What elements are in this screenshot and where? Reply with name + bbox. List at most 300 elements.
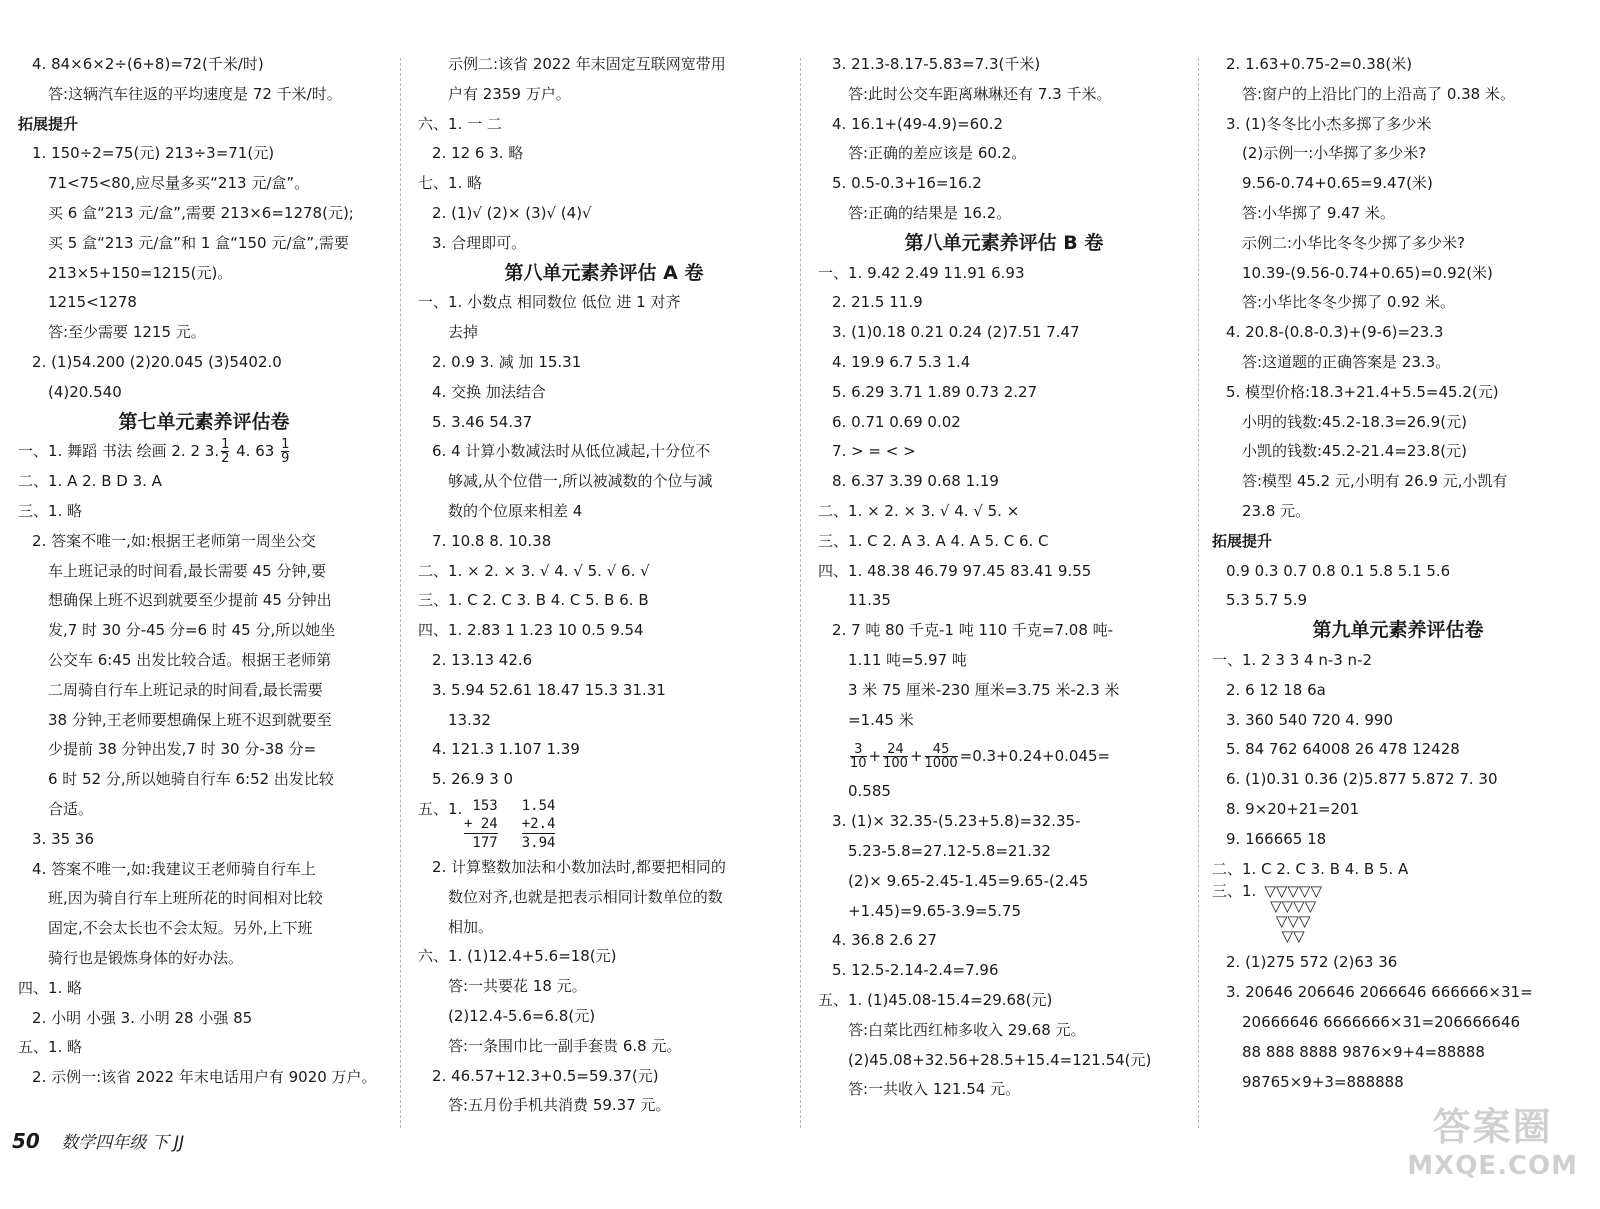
page-footer	[12, 1128, 184, 1153]
line-text: 小凯的钱数:45.2-21.4=23.8(元)	[1242, 442, 1467, 461]
line-text: 五、1. 略	[18, 1038, 83, 1057]
line-text: 3. (1)冬冬比小杰多掷了多少米	[1226, 114, 1432, 133]
answer-line	[1212, 586, 1584, 616]
answer-line	[418, 169, 790, 199]
line-text: 3. 21.3-8.17-5.83=7.3(千米)	[832, 55, 1041, 73]
triangle-row: ▽▽▽▽▽	[1264, 882, 1322, 901]
line-text: 一、1. 9.42 2.49 11.91 6.93	[818, 263, 1025, 282]
line-text: 38 分钟,王老师要想确保上班不迟到就要至	[48, 710, 332, 729]
line-text: 想确保上班不迟到就要至少提前 45 分钟出	[48, 591, 332, 610]
answer-line	[1212, 378, 1584, 408]
answer-line	[1212, 169, 1584, 199]
fraction-numerator: 1	[221, 437, 230, 453]
line-text: 答:小华比冬冬少掷了 0.92 米。	[1242, 293, 1455, 312]
answer-line	[418, 706, 790, 736]
answer-column-2	[418, 50, 790, 1121]
triangle-pattern	[1264, 884, 1322, 944]
answer-line	[418, 80, 790, 110]
line-text: 第八单元素养评估 A 卷	[504, 261, 704, 284]
section-heading	[18, 110, 390, 140]
line-text: 答:这道题的正确答案是 23.3。	[1242, 352, 1451, 371]
answer-line	[1212, 437, 1584, 467]
line-text: 9.56-0.74+0.65=9.47(米)	[1242, 174, 1433, 193]
answer-line	[18, 378, 390, 408]
line-text: 去掉	[448, 323, 479, 342]
answer-line	[818, 80, 1190, 110]
line-text: 2. (1)275 572 (2)63 36	[1226, 953, 1398, 972]
answer-line	[818, 348, 1190, 378]
answer-line	[18, 795, 390, 825]
answer-line	[818, 497, 1190, 527]
fraction-denominator: 10	[850, 756, 867, 772]
line-text: 买 6 盒“213 元/盒”,需要 213×6=1278(元);	[48, 203, 354, 222]
line-text: 0.9 0.3 0.7 0.8 0.1 5.8 5.1 5.6	[1226, 561, 1451, 580]
line-text: 4. 交换 加法结合	[432, 382, 546, 401]
line-text: 2. 小明 小强 3. 小明 28 小强 85	[32, 1008, 253, 1027]
line-text: 合适。	[48, 799, 94, 818]
line-text: 二、1. × 2. × 3. √ 4. √ 5. √ 6. √	[418, 561, 650, 580]
line-text: 三、1. C 2. A 3. A 4. A 5. C 6. C	[818, 531, 1049, 550]
answer-line	[1212, 735, 1584, 765]
line-text: 答:一条围巾比一副手套贵 6.8 元。	[448, 1036, 682, 1055]
answer-line	[18, 884, 390, 914]
watermark-url: MXQE.COM	[1407, 1151, 1578, 1181]
line-text: =1.45 米	[848, 710, 914, 729]
answer-line	[818, 199, 1190, 229]
line-text: 答:模型 45.2 元,小明有 26.9 元,小凯有	[1242, 472, 1508, 491]
line-text: 4. 121.3 1.107 1.39	[432, 740, 580, 759]
line-text: 0.585	[848, 782, 891, 801]
answer-line	[18, 557, 390, 587]
vertical-calculation	[464, 797, 579, 852]
line-text: 少提前 38 分钟出发,7 时 30 分-38 分=	[48, 740, 317, 759]
answer-line	[1212, 229, 1584, 259]
calc-block	[522, 797, 556, 852]
answer-line	[1212, 408, 1584, 438]
line-text: 2. 7 吨 80 千克-1 吨 110 千克=7.08 吨-	[832, 621, 1114, 640]
answer-line	[1212, 855, 1584, 885]
answer-line	[418, 408, 790, 438]
answer-column-4	[1212, 50, 1584, 1097]
line-text: 5.3 5.7 5.9	[1226, 591, 1308, 610]
answer-line	[818, 169, 1190, 199]
line-text: 答:正确的结果是 16.2。	[848, 203, 1012, 222]
answer-line	[818, 1016, 1190, 1046]
line-text: 数的个位原来相差 4	[448, 501, 583, 520]
answer-line	[418, 557, 790, 587]
line-text: 7. > = < >	[832, 442, 916, 461]
line-text: 2. 1.63+0.75-2=0.38(米)	[1226, 55, 1413, 73]
answer-line	[18, 944, 390, 974]
answer-line	[18, 527, 390, 557]
line-text: 20666646 6666666×31=206666646	[1242, 1012, 1521, 1031]
answer-line	[418, 229, 790, 259]
answer-line	[818, 986, 1190, 1016]
line-text: 3 米 75 厘米-230 厘米=3.75 米-2.3 米	[848, 680, 1120, 699]
answer-line	[1212, 676, 1584, 706]
line-text: (2)12.4-5.6=6.8(元)	[448, 1006, 596, 1025]
line-text: 四、1. 48.38 46.79 97.45 83.41 9.55	[818, 561, 1092, 580]
triangle-row: ▽▽▽	[1275, 912, 1311, 931]
line-text: 4. 19.9 6.7 5.3 1.4	[832, 352, 971, 371]
line-text: 3. (1)0.18 0.21 0.24 (2)7.51 7.47	[832, 323, 1080, 342]
line-text: 答:至少需要 1215 元。	[48, 323, 206, 342]
line-text: 71<75<80,应尽量多买“213 元/盒”。	[48, 174, 310, 193]
line-text: 户有 2359 万户。	[448, 84, 571, 103]
answer-line	[818, 646, 1190, 676]
answer-line	[818, 50, 1190, 80]
line-text: 数位对齐,也就是把表示相同计数单位的数	[448, 887, 723, 906]
answer-line	[1212, 1038, 1584, 1068]
line-text: 9. 166665 18	[1226, 829, 1327, 848]
answer-line	[818, 586, 1190, 616]
answer-line	[18, 318, 390, 348]
answer-line	[418, 1091, 790, 1121]
line-text: 一、1. 舞蹈 书法 绘画 2. 2 3.	[18, 442, 220, 461]
line-text: 答:白菜比西红柿多收入 29.68 元。	[848, 1020, 1086, 1039]
line-text: 8. 9×20+21=201	[1226, 799, 1360, 818]
line-text: 2. 46.57+12.3+0.5=59.37(元)	[432, 1066, 659, 1085]
answer-line	[818, 378, 1190, 408]
line-text: 买 5 盒“213 元/盒”和 1 盒“150 元/盒”,需要	[48, 233, 349, 252]
line-text: 答:一共要花 18 元。	[448, 977, 587, 996]
line-text: 5. 12.5-2.14-2.4=7.96	[832, 961, 999, 980]
line-text: 答:正确的差应该是 60.2。	[848, 144, 1027, 163]
answer-line	[818, 777, 1190, 807]
line-text: 4. 63	[231, 442, 280, 461]
line-text: 拓展提升	[18, 114, 79, 133]
line-text: 一、1. 小数点 相同数位 低位 进 1 对齐	[418, 293, 681, 312]
book-title: 数学四年级 下 JJ	[61, 1133, 185, 1153]
answer-line	[18, 229, 390, 259]
line-text: 三、1.	[1212, 882, 1257, 901]
line-text: 4. 36.8 2.6 27	[832, 931, 937, 950]
answer-line	[418, 50, 790, 80]
answer-line	[418, 1032, 790, 1062]
fraction	[883, 743, 908, 770]
line-text: 2. (1)54.200 (2)20.045 (3)5402.0	[32, 352, 282, 371]
answer-line	[18, 288, 390, 318]
line-text: 2. 答案不唯一,如:根据王老师第一周坐公交	[32, 531, 316, 550]
line-text: 第九单元素养评估卷	[1312, 619, 1484, 642]
answer-line	[418, 318, 790, 348]
line-text: (4)20.540	[48, 382, 122, 401]
line-text: 5. 3.46 54.37	[432, 412, 533, 431]
line-text: 5. 0.5-0.3+16=16.2	[832, 174, 982, 193]
answer-line	[818, 837, 1190, 867]
line-text: 5. 84 762 64008 26 478 12428	[1226, 740, 1460, 759]
answer-line	[818, 318, 1190, 348]
line-text: 2. 计算整数加法和小数加法时,都要把相同的	[432, 857, 726, 876]
line-text: 五、1.	[418, 799, 463, 818]
line-text: 第八单元素养评估 B 卷	[904, 231, 1104, 254]
answer-line	[1212, 1068, 1584, 1098]
answer-line	[1212, 288, 1584, 318]
answer-line	[1212, 139, 1584, 169]
line-text: 六、1. 一 二	[418, 114, 502, 133]
section-title	[1212, 616, 1584, 646]
answer-line	[18, 497, 390, 527]
answer-line	[418, 676, 790, 706]
answer-line	[18, 616, 390, 646]
calc-row: + 24	[464, 815, 498, 832]
line-text: 4. 答案不唯一,如:我建议王老师骑自行车上	[32, 859, 316, 878]
answer-line	[818, 956, 1190, 986]
answer-line	[18, 348, 390, 378]
line-text: 3. 5.94 52.61 18.47 15.3 31.31	[432, 680, 666, 699]
line-text: 七、1. 略	[418, 174, 483, 193]
fraction-denominator: 100	[883, 756, 908, 772]
section-heading	[1212, 527, 1584, 557]
answer-line	[1212, 978, 1584, 1008]
line-text: 拓展提升	[1212, 531, 1273, 550]
watermark-badge: 答案圈	[1432, 1105, 1553, 1149]
calc-row: +2.4	[521, 815, 556, 832]
answer-line	[418, 586, 790, 616]
fraction-denominator: 2	[221, 451, 230, 467]
page-number: 50	[12, 1129, 40, 1153]
answer-line	[818, 557, 1190, 587]
answer-line	[18, 974, 390, 1004]
line-text: (2)× 9.65-2.45-1.45=9.65-(2.45	[848, 871, 1089, 890]
answer-line	[1212, 348, 1584, 378]
line-text: 3. (1)× 32.35-(5.23+5.8)=32.35-	[832, 812, 1081, 831]
line-text: 4. 16.1+(49-4.9)=60.2	[832, 114, 1004, 133]
section-title	[818, 229, 1190, 259]
answer-line	[418, 527, 790, 557]
answer-line	[1212, 706, 1584, 736]
triangle-row: ▽▽	[1281, 927, 1305, 946]
answer-line	[818, 807, 1190, 837]
answer-column-3	[818, 50, 1190, 1105]
answer-line	[418, 735, 790, 765]
answer-line	[18, 825, 390, 855]
line-text: 2. 13.13 42.6	[432, 650, 533, 669]
fraction	[281, 438, 289, 465]
answer-line	[1212, 318, 1584, 348]
answer-line	[818, 616, 1190, 646]
answer-line	[18, 199, 390, 229]
answer-line	[18, 586, 390, 616]
watermark-logo	[1407, 1096, 1578, 1181]
line-text: 3. 35 36	[32, 829, 95, 848]
line-text: 车上班记录的时间看,最长需要 45 分钟,要	[48, 561, 327, 580]
line-text: 二周骑自行车上班记录的时间看,最长需要	[48, 680, 323, 699]
line-text: 6. (1)0.31 0.36 (2)5.877 5.872 7. 30	[1226, 770, 1498, 789]
answer-line	[1212, 467, 1584, 497]
fraction-denominator: 9	[281, 451, 290, 467]
line-text: 1.11 吨=5.97 吨	[848, 650, 967, 669]
answer-line	[1212, 948, 1584, 978]
line-text: 3. 20646 206646 2066646 666666×31=	[1226, 983, 1533, 1002]
answer-line	[418, 646, 790, 676]
answer-line	[818, 676, 1190, 706]
fraction-numerator: 45	[932, 742, 950, 758]
answer-line	[1212, 884, 1584, 948]
answer-line	[18, 646, 390, 676]
answer-line	[418, 883, 790, 913]
line-text: 答:窗户的上沿比门的上沿高了 0.38 米。	[1242, 84, 1515, 103]
answer-line	[418, 1002, 790, 1032]
answer-line	[818, 867, 1190, 897]
answer-line	[1212, 795, 1584, 825]
line-text: 答:五月份手机共消费 59.37 元。	[448, 1096, 671, 1115]
line-text: 3. 360 540 720 4. 990	[1226, 710, 1393, 729]
line-text: 够减,从个位借一,所以被减数的个位与减	[448, 472, 713, 491]
plus-sign: +	[868, 747, 882, 766]
line-text: 二、1. A 2. B D 3. A	[18, 472, 162, 491]
line-text: 7. 10.8 8. 10.38	[432, 531, 552, 550]
plus-sign: +	[909, 747, 923, 766]
answer-line	[818, 288, 1190, 318]
answer-line	[18, 467, 390, 497]
answer-line	[18, 50, 390, 80]
line-text: 2. 12 6 3. 略	[432, 144, 524, 163]
answer-line	[418, 942, 790, 972]
line-text: 3. 合理即可。	[432, 233, 527, 252]
line-text: 二、1. C 2. C 3. B 4. B 5. A	[1212, 859, 1409, 878]
line-text: 13.32	[448, 710, 491, 729]
calc-row: 177	[464, 833, 498, 852]
line-text: 5.23-5.8=27.12-5.8=21.32	[848, 841, 1051, 860]
answer-line	[818, 735, 1190, 777]
answer-line	[818, 706, 1190, 736]
line-text: (2)示例一:小华掷了多少米?	[1242, 144, 1427, 163]
line-text: 2. 21.5 11.9	[832, 293, 923, 312]
line-text: 1. 150÷2=75(元) 213÷3=71(元)	[32, 144, 275, 163]
answer-line	[1212, 1008, 1584, 1038]
fraction-denominator: 1000	[924, 756, 958, 772]
answer-line	[18, 169, 390, 199]
line-text: 四、1. 略	[18, 978, 83, 997]
answer-line	[818, 408, 1190, 438]
line-text: 公交车 6:45 出发比较合适。根据王老师第	[48, 650, 332, 669]
line-text: 6 时 52 分,所以她骑自行车 6:52 出发比较	[48, 770, 334, 789]
fraction	[925, 743, 958, 770]
line-text: +1.45)=9.65-3.9=5.75	[848, 901, 1022, 920]
line-text: 4. 84×6×2÷(6+8)=72(千米/时)	[32, 55, 264, 73]
answer-line	[418, 467, 790, 497]
answer-line	[418, 437, 790, 467]
line-text: =0.3+0.24+0.045=	[959, 747, 1111, 766]
line-text: 213×5+150=1215(元)。	[48, 263, 233, 282]
line-text: 六、1. (1)12.4+5.6=18(元)	[418, 947, 617, 966]
line-text: 答:此时公交车距离琳琳还有 7.3 千米。	[848, 84, 1112, 103]
line-text: 1215<1278	[48, 293, 137, 312]
answer-line	[1212, 259, 1584, 289]
answer-line	[818, 1046, 1190, 1076]
fraction-numerator: 3	[854, 742, 863, 758]
line-text: 答:小华掷了 9.47 米。	[1242, 203, 1395, 222]
answer-line	[818, 527, 1190, 557]
calc-block	[464, 797, 498, 852]
line-text: 98765×9+3=888888	[1242, 1072, 1404, 1091]
answer-line	[18, 855, 390, 885]
answer-line	[418, 288, 790, 318]
answer-line	[418, 853, 790, 883]
column-divider	[1198, 58, 1199, 1128]
line-text: 示例二:小华比冬冬少掷了多少米?	[1242, 233, 1466, 252]
answer-line	[418, 972, 790, 1002]
answer-line	[818, 437, 1190, 467]
line-text: 小明的钱数:45.2-18.3=26.9(元)	[1242, 412, 1467, 431]
line-text: 23.8 元。	[1242, 501, 1311, 520]
answer-line	[418, 378, 790, 408]
answer-line	[818, 926, 1190, 956]
fraction-numerator: 24	[887, 742, 904, 758]
answer-line	[1212, 80, 1584, 110]
answer-line	[818, 139, 1190, 169]
answer-line	[418, 765, 790, 795]
line-text: 10.39-(9.56-0.74+0.65)=0.92(米)	[1242, 263, 1493, 282]
answer-line	[1212, 497, 1584, 527]
line-text: 6. 4 计算小数减法时从低位减起,十分位不	[432, 442, 711, 461]
line-text: 88 888 8888 9876×9+4=88888	[1242, 1042, 1485, 1061]
line-text: (2)45.08+32.56+28.5+15.4=121.54(元)	[848, 1050, 1152, 1069]
line-text: 8. 6.37 3.39 0.68 1.19	[832, 472, 999, 491]
answer-line	[18, 1004, 390, 1034]
answer-line	[1212, 199, 1584, 229]
answer-column-1	[18, 50, 390, 1093]
answer-line	[418, 199, 790, 229]
line-text: 6. 0.71 0.69 0.02	[832, 412, 961, 431]
line-text: 骑行也是锻炼身体的好办法。	[48, 948, 244, 967]
answer-line	[418, 1062, 790, 1092]
answer-line	[418, 139, 790, 169]
line-text: 示例二:该省 2022 年末固定互联网宽带用	[448, 55, 726, 73]
line-text: 第七单元素养评估卷	[118, 410, 290, 433]
answer-line	[18, 735, 390, 765]
answer-line	[418, 913, 790, 943]
answer-line	[818, 897, 1190, 927]
answer-line	[1212, 50, 1584, 80]
line-text: 11.35	[848, 591, 891, 610]
line-text: 三、1. C 2. C 3. B 4. C 5. B 6. B	[418, 591, 649, 610]
answer-line	[418, 110, 790, 140]
answer-line	[18, 914, 390, 944]
fraction-numerator: 1	[281, 437, 290, 453]
line-text: 答:一共收入 121.54 元。	[848, 1080, 1021, 1099]
answer-line	[18, 139, 390, 169]
column-divider	[400, 58, 401, 1128]
answer-line	[18, 706, 390, 736]
answer-line	[418, 616, 790, 646]
answer-line	[18, 765, 390, 795]
line-text: 五、1. (1)45.08-15.4=29.68(元)	[818, 990, 1053, 1009]
line-text: 2. 0.9 3. 减 加 15.31	[432, 352, 582, 371]
fraction	[850, 743, 867, 770]
line-text: 二、1. × 2. × 3. √ 4. √ 5. ×	[818, 501, 1020, 520]
line-text: 相加。	[448, 917, 494, 936]
answer-line	[1212, 557, 1584, 587]
answer-line	[18, 676, 390, 706]
line-text: 4. 20.8-(0.8-0.3)+(9-6)=23.3	[1226, 323, 1444, 342]
answer-line	[18, 80, 390, 110]
fraction	[221, 438, 229, 465]
section-title	[18, 408, 390, 438]
answer-line	[818, 259, 1190, 289]
line-text: 5. 26.9 3 0	[432, 770, 514, 789]
answer-line	[818, 110, 1190, 140]
line-text: 5. 6.29 3.71 1.89 0.73 2.27	[832, 382, 1038, 401]
line-text: 5. 模型价格:18.3+21.4+5.5=45.2(元)	[1226, 382, 1499, 401]
answer-line	[418, 497, 790, 527]
answer-line	[818, 1075, 1190, 1105]
line-text: 2. 示例一:该省 2022 年末电话用户有 9020 万户。	[32, 1068, 377, 1087]
answer-line	[1212, 765, 1584, 795]
answer-line	[818, 467, 1190, 497]
line-text: 一、1. 2 3 3 4 n-3 n-2	[1212, 650, 1373, 669]
